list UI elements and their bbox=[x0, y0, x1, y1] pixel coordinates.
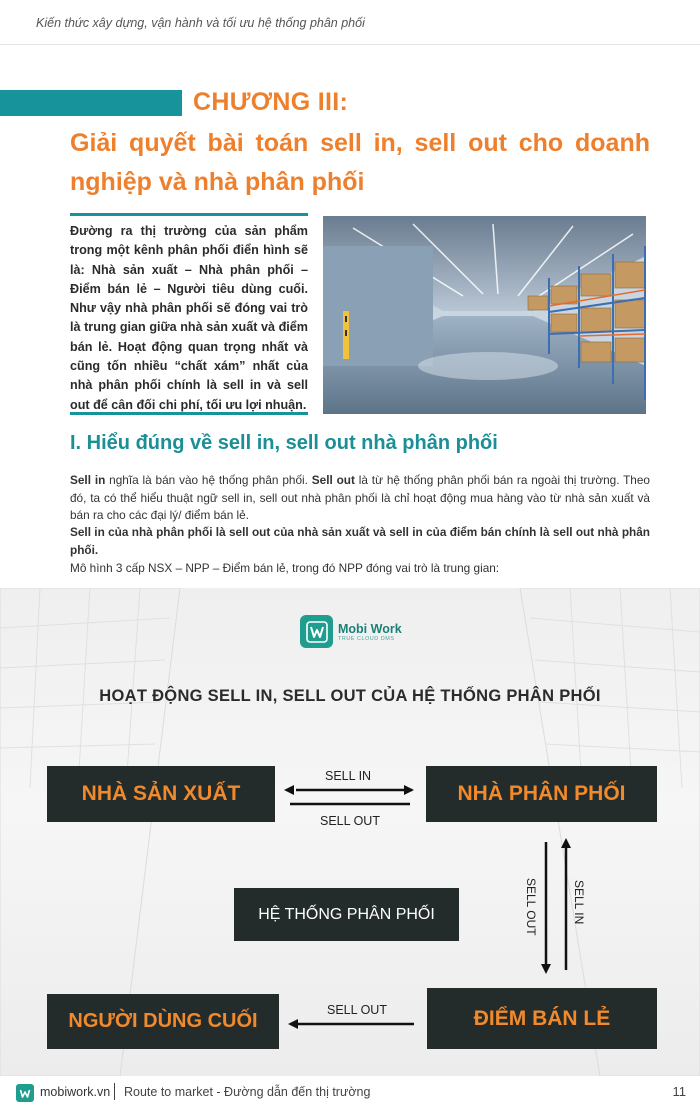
intro-box bbox=[70, 213, 308, 415]
diagram-title: HOẠT ĐỘNG SELL IN, SELL OUT CỦA HỆ THỐNG PHÂN PHỐI bbox=[99, 687, 601, 705]
chapter-title: Giải quyết bài toán sell in, sell out cho doanh nghiệp và nhà phân phối bbox=[70, 129, 650, 196]
footer-separator bbox=[114, 1083, 115, 1100]
label-sell-out-bottom: SELL OUT bbox=[327, 1003, 387, 1017]
footer-site[interactable]: mobiwork.vn bbox=[40, 1085, 111, 1099]
paragraph-model: Mô hình 3 cấp NSX – NPP – Điểm bán lẻ, trong đó NPP đóng vai trò là trung gian: bbox=[70, 561, 500, 575]
paragraph-sell-in-definition bbox=[70, 472, 650, 525]
warehouse-photo bbox=[323, 216, 646, 414]
section-heading: I. Hiểu đúng về sell in, sell out nhà phân phối bbox=[70, 432, 498, 454]
label-sell-in-vertical: SELL IN bbox=[572, 880, 586, 925]
page-number: 11 bbox=[672, 1084, 686, 1099]
node-distribution-system: HỆ THỐNG PHÂN PHỐI bbox=[234, 888, 459, 941]
label-sell-out-vertical: SELL OUT bbox=[524, 878, 538, 936]
node-retailer: ĐIỂM BÁN LẺ bbox=[427, 988, 657, 1049]
node-distributor: NHÀ PHÂN PHỐI bbox=[426, 766, 657, 822]
page-header-title: Kiến thức xây dựng, vận hành và tối ưu hệ thống phân phối bbox=[36, 16, 365, 30]
footer-logo-icon bbox=[16, 1084, 34, 1102]
footer-description: Route to market - Đường dẫn đến thị trường bbox=[124, 1085, 371, 1099]
term-sell-out: Sell out bbox=[311, 473, 355, 487]
term-sell-in: Sell in bbox=[70, 473, 106, 487]
header-divider bbox=[0, 44, 700, 45]
text-segment: nghĩa là bán vào hệ thống phân phối. bbox=[105, 473, 312, 487]
logo-name: Mobi Work bbox=[338, 621, 402, 636]
node-end-user: NGƯỜI DÙNG CUỐI bbox=[47, 994, 279, 1049]
intro-text: Đường ra thị trường của sản phẩm trong một kênh phân phối điển hình sẽ là: Nhà sản xuất – Nhà phân phối – Điểm bán lẻ – Người tiêu dùng cuối. Như vậy nhà phân phối sẽ đóng vai trò là trung gian giữa nhà sản xuất và điểm bán lẻ. Hoạt động quan trọng nhất và cũng tốn nhiều “chất xám” nhất của nhà phân phối chính là sell in và sell out để cân đối chi phí, tối ưu lợi nhuận. bbox=[70, 224, 308, 412]
logo-tagline: TRUE CLOUD DMS bbox=[338, 635, 395, 642]
chapter-accent-bar bbox=[0, 90, 182, 116]
paragraph-relationship: Sell in của nhà phân phối là sell out của nhà sản xuất và sell in của điểm bán chính là sell out nhà phân phối. bbox=[70, 525, 650, 557]
node-manufacturer: NHÀ SẢN XUẤT bbox=[47, 766, 275, 822]
text-segment: là từ hệ thống phân phối bán ra ngoài thị trường. Theo đó, ta có thể hiểu thuật ngữ sell in, sell out nhà phân phối là chỉ hoạt động mua hàng vào từ nhà sản xuất và bán ra cho các đại lý/ điểm bán lẻ. bbox=[70, 473, 650, 522]
chapter-label: CHƯƠNG III: bbox=[193, 88, 349, 116]
sell-in-sell-out-diagram bbox=[0, 588, 700, 1076]
label-sell-in-top: SELL IN bbox=[325, 769, 372, 783]
label-sell-out-top: SELL OUT bbox=[320, 814, 380, 828]
